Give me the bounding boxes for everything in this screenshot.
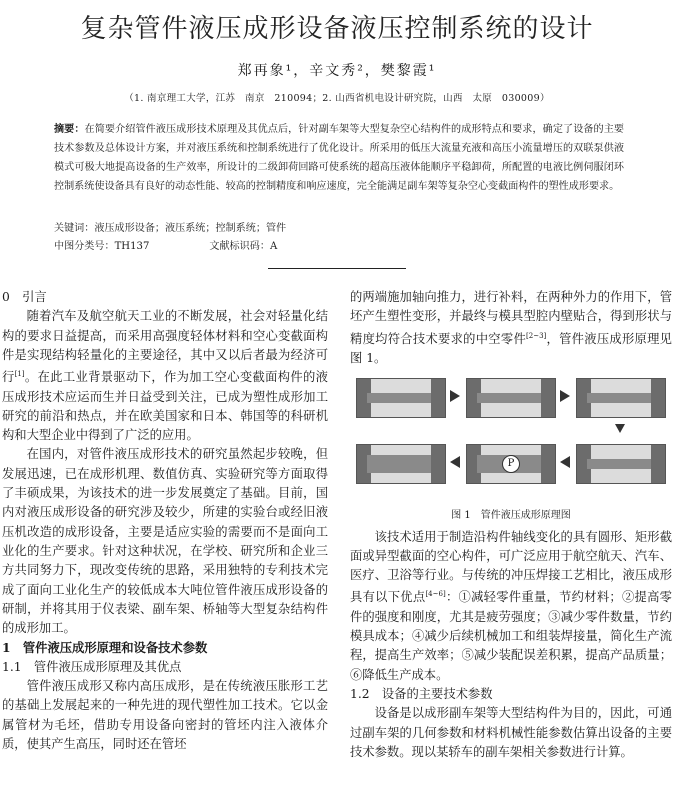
stage-2	[466, 378, 556, 418]
section-1-heading: 1 管件液压成形原理和设备技术参数	[2, 640, 208, 656]
intro-paragraph-2: 在国内，对管件液压成形技术的研究虽然起步较晚，但发展迅速，已在成形机理、数值仿真、实验研究等方面取得了丰硕成果，为该技术的进一步发展奠定了基础。目前，国内对液压成形设备的研究涉及较少，所建的实验台或经旧液压机改造的成形设备，主要是适应实验的需要而不是面向工业化的生产要求。针对这种状况，在学校、研究所和企业三方共同努力下，现改变传统的思路，采用独特的专利技术完成了面向工业化生产的较低成本大吨位管件液压成形设备的研制，并将其用于仪表梁、副车架、桥轴等大型复杂结构件的成形加工。	[2, 447, 328, 636]
abstract-text: 在简要介绍管件液压成形技术原理及其优点后，针对副车架等大型复杂空心结构件的成形特点和要求，确定了设备的主要技术参数及总体设计方案，并对液压系统和控制系统进行了优化设计。所采用的低压大流量充液和高压小流量增压的双联泵供液模式可极大地提高设备的生产效率，所设计的二级卸荷回路可使系统的超高压液体能顺序平稳卸荷，所配置的电液比例伺服闭环控制系统使设备具有良好的动态性能、较高的控制精度和响应速度，完全能满足副车架等复杂空心变截面构件的塑性成形要求。	[54, 124, 625, 192]
figure-1-diagram	[350, 372, 672, 504]
keywords-label: 关键词：	[54, 223, 95, 234]
stage-5	[466, 444, 556, 484]
section-divider	[268, 268, 406, 269]
stage-3	[576, 378, 666, 418]
intro-heading: 0 引言	[2, 290, 47, 304]
abstract	[54, 120, 624, 196]
right-column	[350, 288, 672, 762]
classification	[54, 237, 624, 252]
stage-1	[356, 378, 446, 418]
paper-title: 复杂管件液压成形设备液压控制系统的设计	[80, 14, 594, 44]
arrow-left-icon	[450, 456, 460, 468]
citation: [2~3]	[526, 331, 547, 340]
clc-label: 中图分类号：	[54, 241, 115, 252]
section-1-1-heading: 1.1 管件液压成形原理及其优点	[2, 659, 182, 674]
stage-6	[356, 444, 446, 484]
pressure-symbol: P	[502, 455, 520, 473]
figure-1-caption: 图 1 管件液压成形原理图	[451, 510, 571, 522]
keywords-text: 液压成形设备；液压系统；控制系统；管件	[94, 223, 287, 234]
intro-paragraph-1: 随着汽车及航空航天工业的不断发展，社会对轻量化结构的要求日益提高，而采用高强度轻体材料和空心变截面构件是实现结构轻量化的主要途径，其中又以后者最为经济可行[1]。在此工业背景驱动下，作为加工空心变截面构件的液压成形技术应运而生并日益受到关注，已成为塑性成形加工研究的前沿和热点，并在欧美国家和日本、韩国等的科研机构和大型企业中得到了广泛的应用。	[2, 309, 328, 443]
doc-code-value: A	[269, 241, 278, 252]
section-1-1-paragraph: 管件液压成形又称内高压成形，是在传统液压胀形工艺的基础上发展起来的一种先进的现代塑性加工技术。它以金属管材为毛坯，借助专用设备向密封的管坯内注入液体介质，使其产生高压，同时还在管坯	[2, 679, 328, 751]
keywords	[54, 219, 624, 234]
stage-4	[576, 444, 666, 484]
arrow-down-icon	[615, 424, 625, 433]
arrow-left-icon	[560, 456, 570, 468]
section-1-2-paragraph: 设备是以成形副车架等大型结构件为目的，因此，可通过副车架的几何参数和材料机械性能参数估算出设备的主要技术参数。现以某轿车的副车架相关参数进行计算。	[350, 706, 672, 759]
doc-code-label: 文献标识码：	[209, 241, 270, 252]
left-column	[2, 288, 328, 754]
paper-affiliation: （1. 南京理工大学，江苏 南京 210094；2. 山西省机电设计研究院，山西 太原 030009）	[124, 93, 550, 104]
citation: [4~6]	[425, 590, 446, 599]
clc-value: TH137	[114, 241, 150, 252]
section-1-2-heading: 1.2 设备的主要技术参数	[350, 687, 493, 702]
arrow-right-icon	[450, 390, 460, 402]
application-paragraph: 该技术适用于制造沿构件轴线变化的具有圆形、矩形截面或异型截面的空心构件，可广泛应用于航空航天、汽车、医疗、卫浴等行业。与传统的冲压焊接工艺相比，液压成形具有以下优点[4~6]：①减轻零件重量，节约材料；②提高零件的强度和刚度，尤其是疲劳强度；③减少零件数量，节约模具成本；④减少后续机械加工和组装焊接量，简化生产流程，提高生产效率；⑤减少装配误差积累，提高产品质量；⑥降低生产成本。	[350, 529, 672, 682]
arrow-right-icon	[560, 390, 570, 402]
abstract-label: 摘要：	[54, 124, 85, 135]
paper-authors: 郑再象¹，辛文秀²，樊黎霞¹	[237, 63, 437, 79]
continued-paragraph: 的两端施加轴向推力，进行补料，在两种外力的作用下，管坯产生塑性变形，并最终与模具型腔内壁贴合，得到形状与精度均符合技术要求的中空零件[2~3]，管件液压成形原理见图 1。	[350, 290, 672, 365]
citation: [1]	[14, 370, 25, 379]
